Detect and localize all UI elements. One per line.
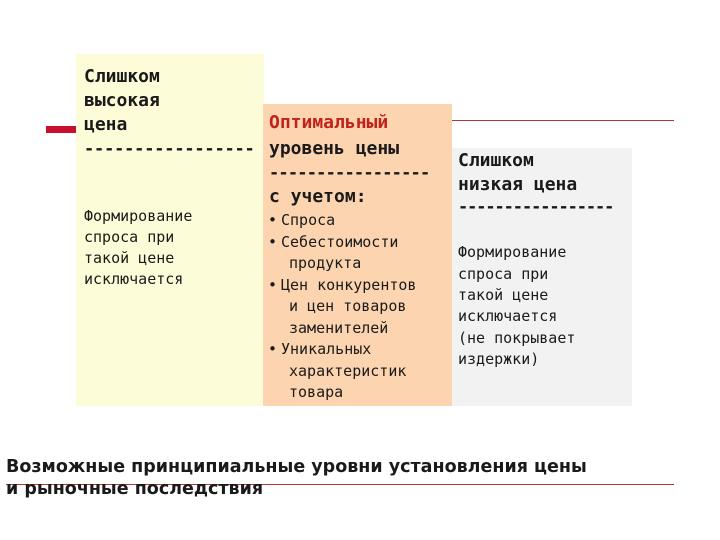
high-title-line-1: Слишком <box>84 66 160 87</box>
high-title-line-2: высокая <box>84 90 160 111</box>
list-item-text: Цен конкурентов <box>281 275 417 294</box>
slide-caption <box>6 456 706 500</box>
list-item <box>268 339 416 404</box>
optimal-title-line-2: уровень цены <box>269 138 400 159</box>
list-item-continuation: характеристик <box>289 361 407 380</box>
list-item-continuation: продукта <box>289 254 362 272</box>
low-title-line-2: низкая цена <box>458 174 578 195</box>
list-item <box>268 275 416 340</box>
optimal-factor-list <box>268 210 416 404</box>
optimal-title-line-1: Оптимальный <box>269 112 389 133</box>
low-body-line-3: такой цене <box>458 286 549 304</box>
low-title-line-1: Слишком <box>458 150 534 171</box>
list-item-continuation: и цен товаров <box>289 297 407 315</box>
high-title-line-3: цена <box>84 114 128 135</box>
list-item-continuation: заменителей <box>289 318 389 337</box>
list-item <box>268 210 416 232</box>
list-item-text: Уникальных <box>281 340 372 358</box>
caption-line-2: и рыночные последствия <box>6 479 264 499</box>
low-body-line-4: исключается <box>458 307 558 325</box>
list-item-text: Себестоимости <box>281 232 399 251</box>
high-body-line-1: Формирование <box>84 207 193 225</box>
high-body-line-3: такой цене <box>84 249 175 267</box>
list-item <box>268 232 416 275</box>
list-item-continuation: товара <box>289 383 344 401</box>
low-body-line-5: (не покрывает <box>458 329 576 347</box>
high-body-line-2: спроса при <box>84 228 175 246</box>
high-dashes: ----------------- <box>84 139 255 159</box>
low-dashes: ----------------- <box>458 197 614 217</box>
caption-line-1: Возможные принципиальные уровни установления цены <box>6 457 587 477</box>
red-bullet-marker-small <box>46 126 54 133</box>
low-body-line-6: издержки) <box>458 350 540 368</box>
low-body-line-2: спроса при <box>458 265 549 283</box>
optimal-subtitle: с учетом: <box>269 186 367 207</box>
optimal-dashes: ----------------- <box>269 163 430 183</box>
low-body-line-1: Формирование <box>458 243 567 261</box>
list-item-text: Спроса <box>281 211 336 229</box>
high-body-line-4: исключается <box>84 270 184 288</box>
